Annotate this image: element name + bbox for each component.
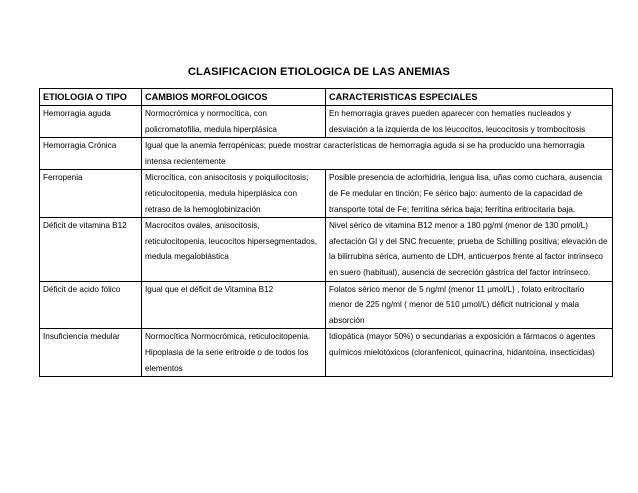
cell-tipo: Hemorragia Crónica [40,138,142,170]
table-row [40,170,613,218]
cell-tipo: Insuficiencia medular [40,329,142,377]
header-etiologia: ETIOLOGIA O TIPO [40,89,142,106]
cell-tipo: Déficit de vitamina B12 [40,218,142,281]
table-row [40,218,613,281]
cell-caracteristicas: En hemorragia graves pueden aparecer con hematíes nucleados y desviación a la izquierda de los leucocitos, leucocitosis y trombocitosis [326,106,613,138]
cell-morfologia: Normocrómica y normocítica, con policromatofilia, medula hiperplásica [142,106,326,138]
table-row [40,138,613,170]
table-header-row [40,89,613,106]
cell-merged-description: Igual que la anemia ferropénicas; puede mostrar características de hemorragia aguda si se ha producido una hemorragia intensa recientemente [142,138,613,170]
cell-morfologia: Macrocitos ovales, anisocitosis, reticulocitopenia, leucocitos hipersegmentados, medula megaloblástica [142,218,326,281]
cell-morfologia: Igual que el déficit de Vitamina B12 [142,281,326,329]
document-title: CLASIFICACION ETIOLOGICA DE LAS ANEMIAS [187,66,451,78]
cell-caracteristicas: Folatos sérico menor de 5 ng/ml (menor 11 µmol/L) , folato eritrocitario menor de 225 ng/ml ( menor de 510 µmol/L) déficit nutricional y mala absorción [326,281,613,329]
cell-tipo: Ferropenia [40,170,142,218]
cell-caracteristicas: Idiopática (mayor 50%) o secundarias a exposición a fármacos o agentes químicos mielotóxicos (cloranfenicol, quinacrina, hidantoína, insecticidas) [326,329,613,377]
table-row [40,106,613,138]
cell-tipo: Hemorragia aguda [40,106,142,138]
cell-tipo: Déficit de acido fólico [40,281,142,329]
header-cambios-morfologicos: CAMBIOS MORFOLOGICOS [142,89,326,106]
cell-caracteristicas: Nivel sérico de vitamina B12 menor a 180 pg/ml (menor de 130 pmol/L) afectación GI y del SNC frecuente; prueba de Schilling positiva; elevación de la bilirrubina sérica, aumento de LDH, anticuerpos frente al factor intrínseco en suero (habitual), ausencia de secreción gástrica del factor intrínseco. [326,218,613,281]
header-caracteristicas: CARACTERISTICAS ESPECIALES [326,89,613,106]
cell-morfologia: Microcítica, con anisocitosis y poiquilocitosis; reticulocitopenia, medula hiperplásica con retraso de la hemoglobinización [142,170,326,218]
cell-caracteristicas: Posible presencia de aclorhidria, lengua lisa, uñas como cuchara, ausencia de Fe medular en tinción; Fe sérico bajo: aumento de la capacidad de transporte total de Fe; ferritina sérica baja; ferritina eritrocitaria baja. [326,170,613,218]
cell-morfologia: Normocítica Normocrómica, reticulocitopenia. Hipoplasia de la serie eritroide o de todos los elementos [142,329,326,377]
table-row [40,329,613,377]
table-row [40,281,613,329]
anemia-classification-table [39,88,613,377]
